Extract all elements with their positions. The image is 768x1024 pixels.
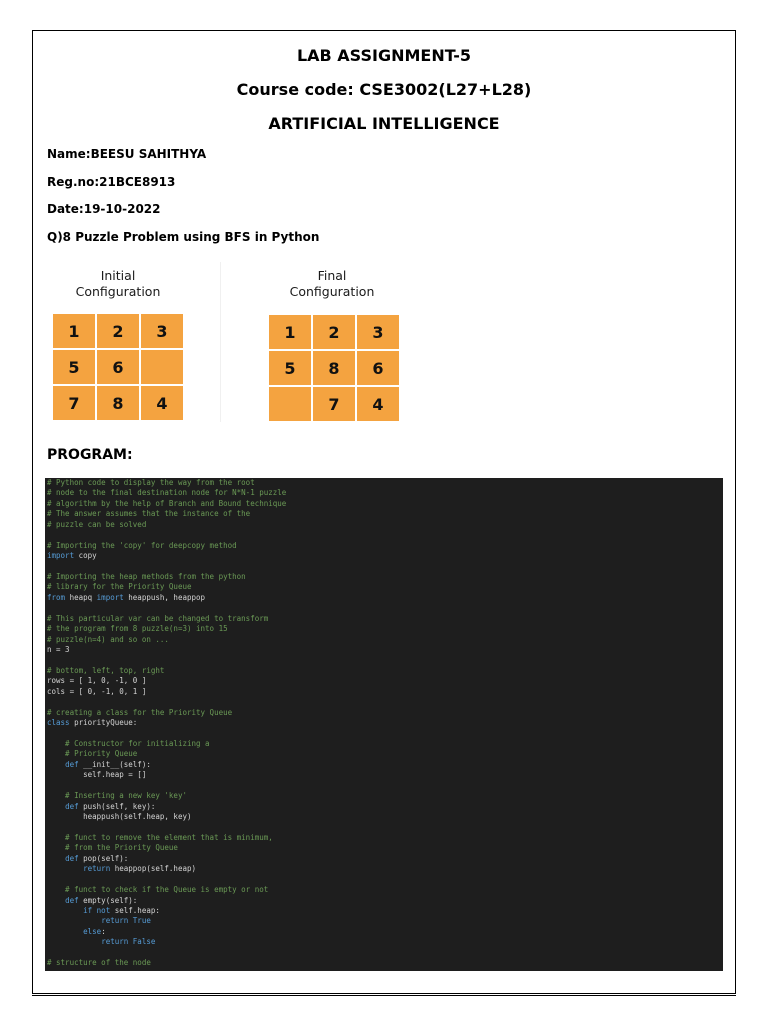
code-line — [47, 697, 721, 707]
code-line: n = 3 — [47, 645, 70, 654]
final-tile-5: 5 — [269, 351, 311, 385]
final-tile-1: 1 — [269, 315, 311, 349]
initial-tile-5: 5 — [53, 350, 95, 384]
code-line: # creating a class for the Priority Queue — [47, 707, 233, 717]
code-line: return False — [101, 937, 156, 947]
final-tile-8: 8 — [313, 351, 355, 385]
code-line — [47, 948, 721, 958]
code-line — [47, 781, 721, 791]
code-line: # puzzle can be solved — [47, 519, 147, 529]
final-configuration-label — [267, 268, 397, 300]
code-line: self.heap = [] — [47, 770, 147, 780]
code-line: def __init__(self): — [65, 759, 151, 769]
code-line: # library for the Priority Queue — [47, 582, 192, 592]
student-name: Name:BEESU SAHITHYA — [47, 147, 207, 161]
code-line: def empty(self): — [65, 895, 138, 905]
code-line — [47, 875, 721, 885]
final-tile-7: 7 — [313, 387, 355, 421]
assignment-title: LAB ASSIGNMENT-5 — [296, 46, 472, 65]
initial-tile-1: 1 — [53, 314, 95, 348]
code-line: # The answer assumes that the instance of the — [47, 509, 251, 519]
code-block — [45, 478, 723, 971]
code-line — [47, 530, 721, 540]
puzzle-configuration-figure — [48, 262, 408, 422]
final-puzzle-grid — [269, 315, 399, 421]
final-tile-3: 3 — [357, 315, 399, 349]
final-tile-6: 6 — [357, 351, 399, 385]
course-code: Course code: CSE3002(L27+L28) — [236, 80, 532, 99]
figure-divider — [220, 262, 221, 422]
code-line: def pop(self): — [65, 853, 129, 863]
initial-tile-8: 8 — [97, 386, 139, 420]
code-line: # Constructor for initializing a — [47, 738, 210, 748]
code-line: return heappop(self.heap) — [83, 864, 197, 874]
code-line: # Priority Queue — [47, 749, 138, 759]
initial-label-line1: Initial — [100, 268, 136, 283]
code-line: # funct to remove the element that is minimum, — [47, 832, 273, 842]
program-heading: PROGRAM: — [47, 447, 133, 463]
code-line — [47, 603, 721, 613]
initial-label-line2: Configuration — [75, 284, 161, 299]
code-line: # node to the final destination node for N*N-1 puzzle — [47, 488, 287, 498]
initial-tile-2: 2 — [97, 314, 139, 348]
initial-puzzle-grid — [53, 314, 183, 420]
code-line: # puzzle(n=4) and so on ... — [47, 634, 169, 644]
initial-tile-7: 7 — [53, 386, 95, 420]
page-bottom-rule — [32, 995, 736, 996]
code-line — [47, 729, 721, 739]
initial-configuration-label — [53, 268, 183, 300]
final-tile-2: 2 — [313, 315, 355, 349]
initial-tile-4: 4 — [141, 386, 183, 420]
initial-tile-6: 6 — [97, 350, 139, 384]
code-line — [47, 562, 721, 572]
code-line: # algorithm by the help of Branch and Bound technique — [47, 498, 287, 508]
assignment-date: Date:19-10-2022 — [47, 202, 161, 216]
code-line: # Importing the heap methods from the python — [47, 571, 246, 581]
initial-tile-3: 3 — [141, 314, 183, 348]
code-line: # structure of the node — [47, 958, 151, 968]
initial-tile-blank — [141, 350, 183, 384]
final-tile-blank — [269, 387, 311, 421]
code-line: # from the Priority Queue — [47, 843, 178, 853]
code-line: # Inserting a new key 'key' — [47, 791, 187, 801]
subject-title: ARTIFICIAL INTELLIGENCE — [268, 114, 500, 133]
code-line: rows = [ 1, 0, -1, 0 ] — [47, 676, 147, 686]
final-label-line2: Configuration — [289, 284, 375, 299]
code-line: # This particular var can be changed to transform — [47, 613, 269, 623]
code-line: def push(self, key): — [65, 801, 156, 811]
code-line — [47, 655, 721, 665]
code-line: if not self.heap: — [83, 905, 160, 915]
code-line: # funct to check if the Queue is empty or not — [47, 885, 269, 895]
code-line: # bottom, left, top, right — [47, 665, 165, 675]
code-line: # Importing the 'copy' for deepcopy method — [47, 540, 237, 550]
code-line: import copy — [47, 551, 97, 561]
code-line: heappush(self.heap, key) — [47, 812, 192, 821]
code-line: return True — [101, 916, 151, 926]
final-label-line1: Final — [317, 268, 347, 283]
code-line: # the program from 8 puzzle(n=3) into 15 — [47, 624, 228, 634]
question-text: Q)8 Puzzle Problem using BFS in Python — [47, 230, 320, 244]
code-line: # Python code to display the way from the root — [47, 478, 255, 487]
code-line: cols = [ 0, -1, 0, 1 ] — [47, 686, 147, 696]
code-line — [47, 822, 721, 832]
code-line: from heapq import heappush, heappop — [47, 592, 206, 602]
final-tile-4: 4 — [357, 387, 399, 421]
code-line: else: — [83, 926, 106, 936]
registration-number: Reg.no:21BCE8913 — [47, 175, 176, 189]
code-line: class priorityQueue: — [47, 718, 138, 728]
